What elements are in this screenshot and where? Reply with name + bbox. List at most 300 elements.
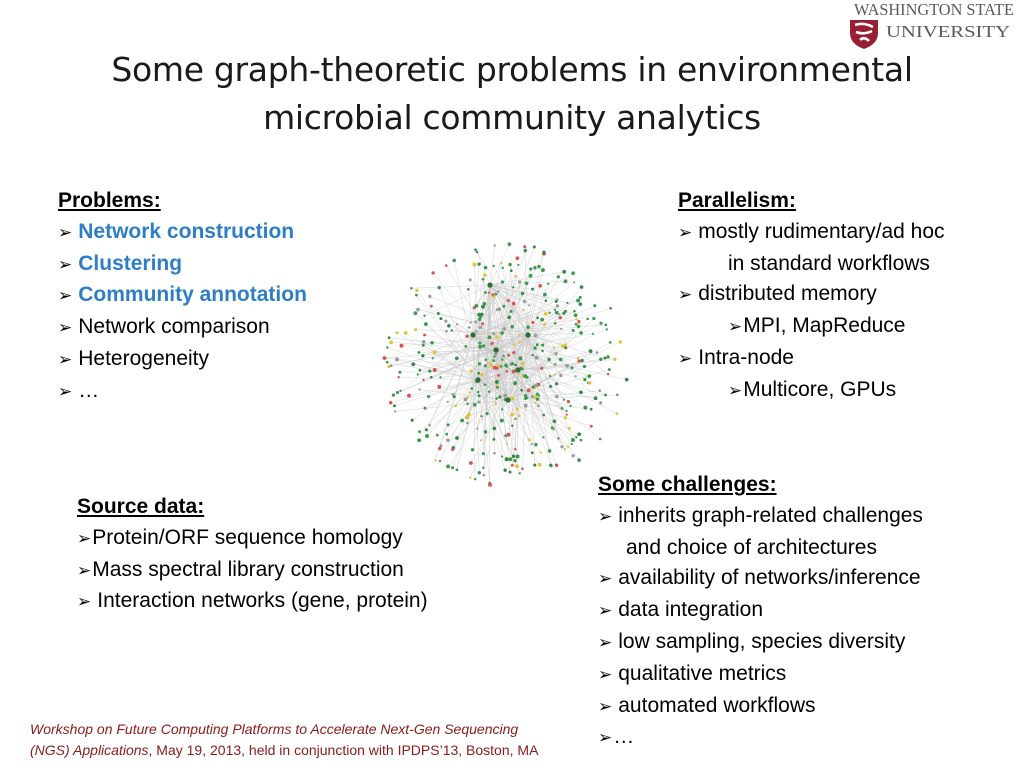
network-node [434,459,436,461]
network-node [447,324,450,327]
arrow-bullet-icon: ➢ [598,696,613,716]
network-node [564,279,568,283]
network-node [523,249,527,253]
network-node [564,310,567,313]
network-node [556,304,559,307]
challenge-item-text: and choice of architectures [626,535,877,559]
network-node [529,274,533,278]
network-node [386,361,389,364]
logo-line1: WASHINGTON STATE [854,0,1014,19]
network-node [507,433,511,437]
network-node [465,345,468,348]
network-node [518,334,520,336]
network-hub-node [505,397,510,402]
network-node [478,345,482,349]
network-node [511,425,513,427]
network-node [501,267,503,269]
network-node [511,464,514,467]
network-node [531,395,534,398]
network-node [451,466,454,469]
network-node [476,251,478,253]
network-node [567,400,570,403]
network-hub-node [475,377,480,382]
network-node [540,318,544,322]
network-node [550,465,552,467]
network-node [494,293,497,296]
network-node [474,320,477,323]
arrow-bullet-icon: ➢ [58,222,73,242]
network-node [439,376,441,378]
network-node [490,364,493,367]
sub-list-item [678,311,945,343]
network-node [577,359,580,362]
network-node [577,432,581,436]
network-node [580,285,584,289]
network-node [447,401,449,403]
network-node [492,359,495,362]
network-node [497,290,500,293]
network-node [446,464,450,468]
list-item-continuation [678,249,945,280]
network-node [564,416,567,419]
challenge-item-text: availability of networks/inference [618,566,921,590]
network-node [456,468,459,471]
network-node [559,358,563,362]
network-node [516,256,520,260]
network-node [495,380,499,384]
network-node [501,358,504,361]
network-node [477,401,480,404]
network-node [594,396,598,400]
challenge-item-text: qualitative metrics [618,661,787,685]
network-node [540,367,543,370]
network-node [484,266,488,270]
network-node [592,333,594,335]
network-node [447,423,450,426]
problems-block [58,186,307,408]
network-node [396,331,399,334]
network-node [569,405,571,407]
network-node [538,463,542,467]
network-node [425,428,428,431]
challenge-item-text: low sampling, species diversity [618,629,906,653]
network-node [525,281,529,285]
network-node [533,346,536,349]
network-node [493,438,496,441]
parallelism-item-text: mostly rudimentary/ad hoc [698,219,945,243]
network-node [474,248,477,251]
network-node [573,281,575,283]
network-node [543,323,546,326]
network-node [521,468,524,471]
network-node [445,264,448,267]
network-node [516,455,520,459]
network-node [422,379,424,381]
network-node [579,296,582,299]
network-node [498,395,501,398]
network-node [407,394,411,398]
network-node [544,312,548,316]
network-node [599,438,602,441]
network-node [512,302,516,306]
network-node [534,443,537,446]
network-node [571,366,574,369]
network-node [492,332,495,335]
network-edge [528,308,611,335]
network-node [422,340,426,344]
network-node [503,469,506,472]
network-node [500,331,504,335]
network-node [576,299,580,303]
network-node [531,451,534,454]
network-node [510,413,514,417]
list-item [598,659,923,691]
network-node [502,355,504,357]
network-node [556,298,559,301]
network-node [559,316,562,319]
network-node [423,333,426,336]
network-node [514,418,516,420]
network-node [455,436,459,440]
network-node [509,471,512,474]
network-node [559,374,562,377]
network-node [583,365,586,368]
network-hub-node [515,367,520,372]
network-node [415,294,418,297]
network-node [456,323,458,325]
network-node [467,288,470,291]
network-node [542,251,545,254]
network-node [451,329,453,331]
network-node [503,327,507,331]
network-node [538,284,542,288]
network-node [386,346,388,348]
network-node [488,292,490,294]
network-node [411,419,414,422]
list-item [598,595,923,627]
network-node [537,405,540,408]
network-node [437,385,441,389]
network-node [480,415,482,417]
network-node [483,474,486,477]
network-node [422,344,425,347]
network-node [596,351,599,354]
network-node [555,464,558,467]
network-node [549,312,551,314]
network-node [438,447,442,451]
network-node [577,325,581,329]
list-item [598,563,923,595]
network-node [484,291,487,294]
network-node [573,310,576,313]
arrow-bullet-icon: ➢ [728,380,743,400]
network-node [427,395,430,398]
network-node [421,354,424,357]
parallelism-heading: Parallelism: [678,189,796,212]
network-node [478,471,481,474]
network-node [599,358,602,361]
network-node [589,349,593,353]
list-item [58,249,307,281]
network-node [428,424,431,427]
network-node [616,412,619,415]
network-node [512,351,515,354]
network-node [482,278,485,281]
network-node [529,267,532,270]
parallelism-item-text: in standard workflows [728,251,930,275]
network-node [547,283,549,285]
network-node [428,369,431,372]
network-node [395,358,399,362]
network-node [531,288,534,291]
network-node [566,302,568,304]
network-node [572,329,575,332]
network-node [590,425,593,428]
network-edge [490,244,509,285]
network-node [507,316,510,319]
problem-network-comparison: Network comparison [78,315,270,339]
network-node [439,317,442,320]
network-node [536,316,539,319]
network-node [475,330,478,333]
network-node [579,302,583,306]
slide-title [40,46,984,142]
network-node [560,328,562,330]
network-node [495,397,498,400]
network-node [423,315,425,317]
arrow-bullet-icon: ➢ [678,348,693,368]
problem-ellipsis: … [78,378,100,402]
network-hub-node [525,332,530,337]
network-node [598,389,601,392]
arrow-bullet-icon: ➢ [58,286,73,306]
network-node [417,351,420,354]
network-node [513,383,515,385]
network-node [613,358,616,361]
network-node [603,357,606,360]
network-node [555,395,558,398]
network-node [491,293,494,296]
network-node [593,304,596,307]
network-node [512,286,514,288]
network-node [555,311,559,315]
network-node [496,308,499,311]
network-node [431,271,434,274]
network-node [534,402,536,404]
arrow-bullet-icon: ➢ [58,254,73,274]
network-node [503,394,507,398]
title-line1: Some graph-theoretic problems in environmental [111,50,913,89]
network-node [518,280,521,283]
network-node [488,390,491,393]
network-node [494,402,497,405]
network-node [474,478,476,480]
network-node [510,325,514,329]
network-node [533,464,536,467]
network-node [430,341,434,345]
network-node [468,326,470,328]
list-item [77,586,428,618]
network-node [488,335,492,339]
network-node [389,340,393,344]
network-node [430,376,433,379]
list-item [58,376,307,408]
network-node [473,403,477,407]
network-node [619,340,623,344]
network-node [527,389,531,393]
network-node [466,402,469,405]
network-node [532,354,534,356]
arrow-bullet-icon: ➢ [77,528,92,548]
network-node [599,322,602,325]
network-node [512,455,516,459]
network-node [424,322,428,326]
network-node [511,362,514,365]
network-node [520,389,523,392]
arrow-bullet-icon: ➢ [678,222,693,242]
list-item [58,344,307,376]
problem-clustering: Clustering [78,251,183,275]
network-node [508,242,512,246]
problem-community-annotation: Community annotation [78,283,307,307]
list-item [598,501,923,533]
network-node [478,362,481,365]
network-node [524,404,528,408]
network-node [518,415,521,418]
network-node [590,408,593,411]
network-node [514,448,516,450]
network-node [496,384,499,387]
network-node [451,448,454,451]
network-node [502,305,505,308]
problem-heterogeneity: Heterogeneity [78,346,209,370]
challenges-block [598,470,923,754]
footer-workshop-suffix: (NGS) Applications [30,742,149,758]
network-node [571,438,575,442]
sub-list-item [678,375,945,407]
network-hub-node [493,347,498,352]
list-item [77,523,428,555]
network-node [400,344,404,348]
network-node [513,343,515,345]
title-line2: microbial community analytics [263,98,761,137]
network-node [500,262,502,264]
network-node [446,438,450,442]
network-node [479,326,482,329]
network-node [500,419,504,423]
network-node [549,385,552,388]
network-hub-node [487,282,492,287]
network-node [554,363,557,366]
network-node [553,428,556,431]
list-item [58,217,307,249]
arrow-bullet-icon: ➢ [598,569,613,589]
network-node [519,472,521,474]
network-node [483,273,487,277]
network-node [490,342,493,345]
network-node [517,264,519,266]
network-node [473,263,477,267]
network-node [543,293,547,297]
network-node [428,295,431,298]
network-node [579,391,583,395]
network-node [564,448,567,451]
network-node [530,443,532,445]
parallelism-block [678,186,945,407]
network-node [501,455,503,457]
network-node [565,364,569,368]
network-node [505,370,508,373]
network-node [616,394,618,396]
arrow-bullet-icon: ➢ [678,285,693,305]
network-node [485,359,487,361]
network-node [410,287,413,290]
network-node [542,414,545,417]
list-item [77,555,428,587]
network-node [548,449,552,453]
network-node [477,372,480,375]
network-node [575,436,577,438]
network-node [575,318,578,321]
network-node [388,336,391,339]
network-node [455,356,459,360]
network-node [510,396,514,400]
network-node [523,374,527,378]
network-node [571,443,573,445]
network-node [469,321,471,323]
network-node [394,410,396,412]
network-node [515,464,519,468]
network-node [482,344,485,347]
network-node [469,391,471,393]
network-node [541,350,544,353]
network-node [469,476,471,478]
footer-workshop-name: Workshop on Future Computing Platforms to Accelerate Next-Gen Sequencing [30,721,519,737]
arrow-bullet-icon: ➢ [58,318,73,338]
network-node [531,321,534,324]
network-node [495,335,499,339]
network-node [555,352,558,355]
network-edge [478,380,568,447]
network-node [389,401,392,404]
list-item [678,343,945,375]
network-node [540,451,542,453]
source-item-text: Mass spectral library construction [92,557,404,581]
network-node [609,307,612,310]
network-node [625,378,629,382]
network-node [493,355,495,357]
network-node [579,331,583,335]
network-node [452,393,455,396]
network-node [522,309,524,311]
network-node [607,373,609,375]
network-node [494,244,496,246]
network-node [520,367,523,370]
list-item-continuation [598,533,923,564]
network-node [536,393,539,396]
network-node [496,367,499,370]
network-node [571,271,575,275]
network-node [547,358,551,362]
network-node [477,391,480,394]
network-node [419,369,422,372]
network-node [533,266,536,269]
list-item [58,312,307,344]
network-node [599,401,602,404]
network-node [528,304,530,306]
network-node [583,406,587,410]
network-node [557,437,559,439]
